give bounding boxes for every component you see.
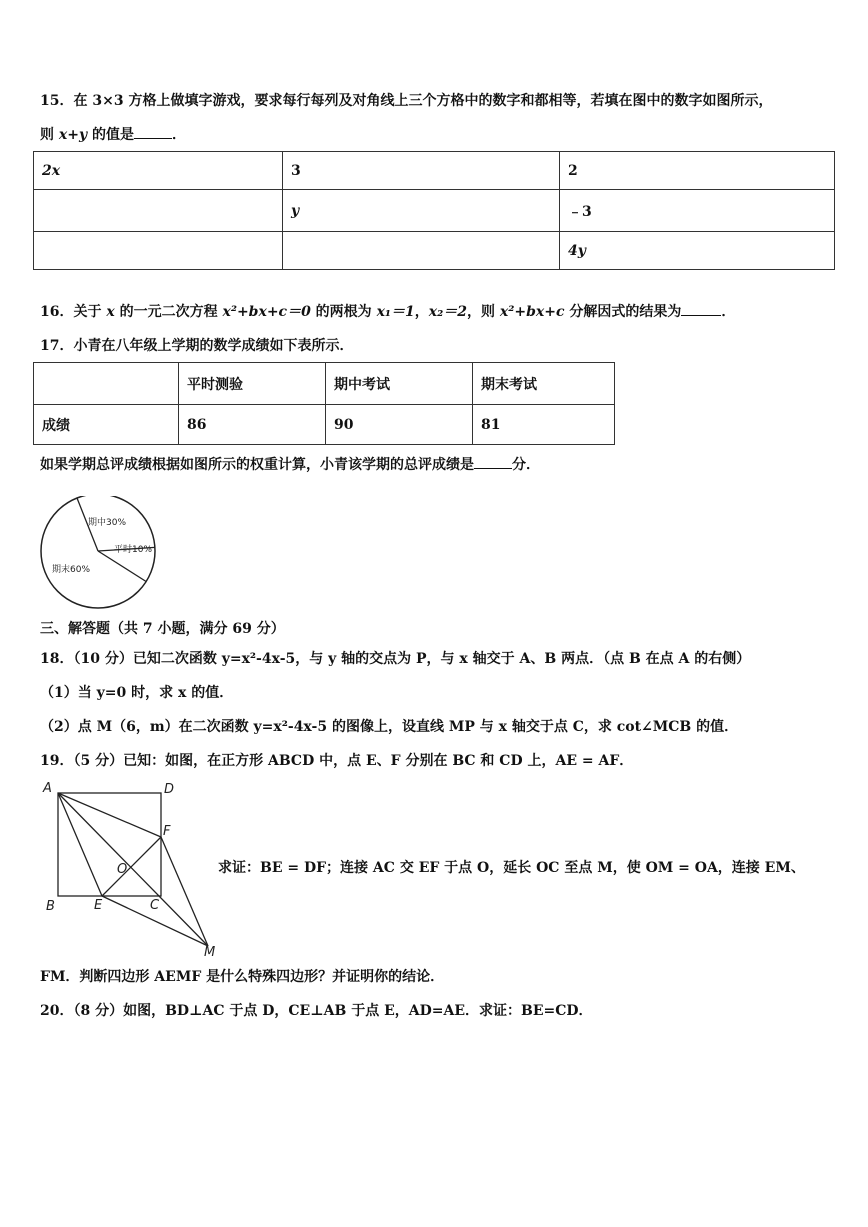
- point-label-m: M: [204, 945, 216, 960]
- grid-cell: 2: [560, 152, 835, 190]
- table-cell: 86: [179, 405, 326, 445]
- point-label-a: A: [43, 781, 52, 796]
- pie-label-final: 期末60%: [52, 565, 91, 575]
- q18-part1: （1）当 y=0 时，求 x 的值．: [40, 685, 234, 701]
- q16-text: [40, 303, 735, 321]
- q16-text-part: 的两根为: [310, 304, 377, 320]
- table-cell: 81: [473, 405, 615, 445]
- table-header-cell: 期末考试: [473, 363, 615, 405]
- grid-cell: [34, 232, 283, 270]
- answer-blank: [474, 468, 512, 469]
- q17-question: [40, 456, 540, 474]
- point-label-b: B: [46, 899, 55, 914]
- q16-expression: x²+bx+c: [499, 304, 565, 320]
- table-header-cell: 平时测验: [179, 363, 326, 405]
- line-fm: [161, 837, 208, 946]
- point-label-c: C: [150, 898, 160, 913]
- table-row-label: 成绩: [34, 405, 179, 445]
- point-label-o: O: [117, 862, 128, 877]
- q16-end: ．: [721, 304, 736, 320]
- q16-var-x: x: [106, 304, 115, 320]
- square-geometry-figure: [38, 776, 223, 960]
- answer-blank: [681, 315, 721, 316]
- q19-text-line1: 19．（5 分）已知：如图，在正方形 ABCD 中，点 E、F 分别在 BC 和 CD 上，AE = AF．: [40, 753, 634, 769]
- pie-label-regular: 平时10%: [114, 545, 153, 555]
- pie-label-midterm: 期中30%: [88, 518, 127, 528]
- q15-variable-expr: x+y: [58, 127, 88, 143]
- q19-text-line3: FM．判断四边形 AEMF 是什么特殊四边形？并证明你的结论．: [40, 969, 445, 985]
- q15-prefix: 则: [40, 127, 59, 143]
- point-label-d: D: [164, 782, 175, 797]
- q17-score-table: [33, 362, 615, 445]
- q18-text-line1: 18．（10 分）已知二次函数 y=x²-4x-5，与 y 轴的交点为 P，与 x 轴交于 A、B 两点．（点 B 在点 A 的右侧）: [40, 651, 751, 667]
- q17-question-end: 分．: [512, 457, 540, 473]
- q16-equation: x²+bx+c＝0: [222, 304, 311, 320]
- q15-grid-table: [33, 151, 835, 270]
- q16-root-2: x₂＝2: [428, 304, 468, 320]
- q15-text-line1: 15．在 3×3 方格上做填字游戏，要求每行每列及对角线上三个方格中的数字和都相等，若填在图中的数字如图所示，: [40, 93, 773, 109]
- q16-text-part: 的一元二次方程: [114, 304, 223, 320]
- line-ef: [102, 837, 161, 896]
- q16-text-part: ，则: [467, 304, 500, 320]
- q16-separator: ，: [414, 304, 429, 320]
- q16-prefix: 16．关于: [40, 304, 107, 320]
- q15-suffix: 的值是: [87, 127, 134, 143]
- point-label-f: F: [163, 824, 171, 839]
- grid-cell: [34, 190, 283, 232]
- table-header-cell: 期中考试: [326, 363, 473, 405]
- q19-proof-text: 求证：BE = DF；连接 AC 交 EF 于点 O，延长 OC 至点 M，使 OM = OA，连接 EM、: [218, 860, 805, 876]
- q16-text-part: 分解因式的结果为: [564, 304, 682, 320]
- q16-root-1: x₁＝1: [376, 304, 415, 320]
- pie-slice-boundary: [98, 551, 146, 582]
- grid-cell: 3: [283, 152, 560, 190]
- grid-cell: 4y: [560, 232, 835, 270]
- grid-cell: y: [283, 190, 560, 232]
- weight-pie-chart: [38, 496, 166, 612]
- grid-cell: 2x: [34, 152, 283, 190]
- q15-text-line2: [40, 126, 186, 144]
- q17-question-text: 如果学期总评成绩根据如图所示的权重计算，小青该学期的总评成绩是: [40, 457, 474, 473]
- grid-cell: [283, 232, 560, 270]
- q18-part2: （2）点 M（6，m）在二次函数 y=x²-4x-5 的图像上，设直线 MP 与 x 轴交于点 C，求 cot∠MCB 的值．: [40, 719, 739, 735]
- q15-end: ．: [171, 127, 186, 143]
- point-label-e: E: [94, 898, 103, 913]
- section-heading: 三、解答题（共 7 小题，满分 69 分）: [40, 621, 285, 637]
- q17-intro: 17．小青在八年级上学期的数学成绩如下表所示．: [40, 338, 354, 354]
- table-cell: 90: [326, 405, 473, 445]
- answer-blank: [134, 138, 172, 139]
- line-am: [58, 793, 208, 946]
- q20-text: 20．（8 分）如图，BD⊥AC 于点 D，CE⊥AB 于点 E，AD=AE．求证：BE=CD．: [40, 1003, 593, 1019]
- table-header-cell: [34, 363, 179, 405]
- grid-cell: ﹣3: [560, 190, 835, 232]
